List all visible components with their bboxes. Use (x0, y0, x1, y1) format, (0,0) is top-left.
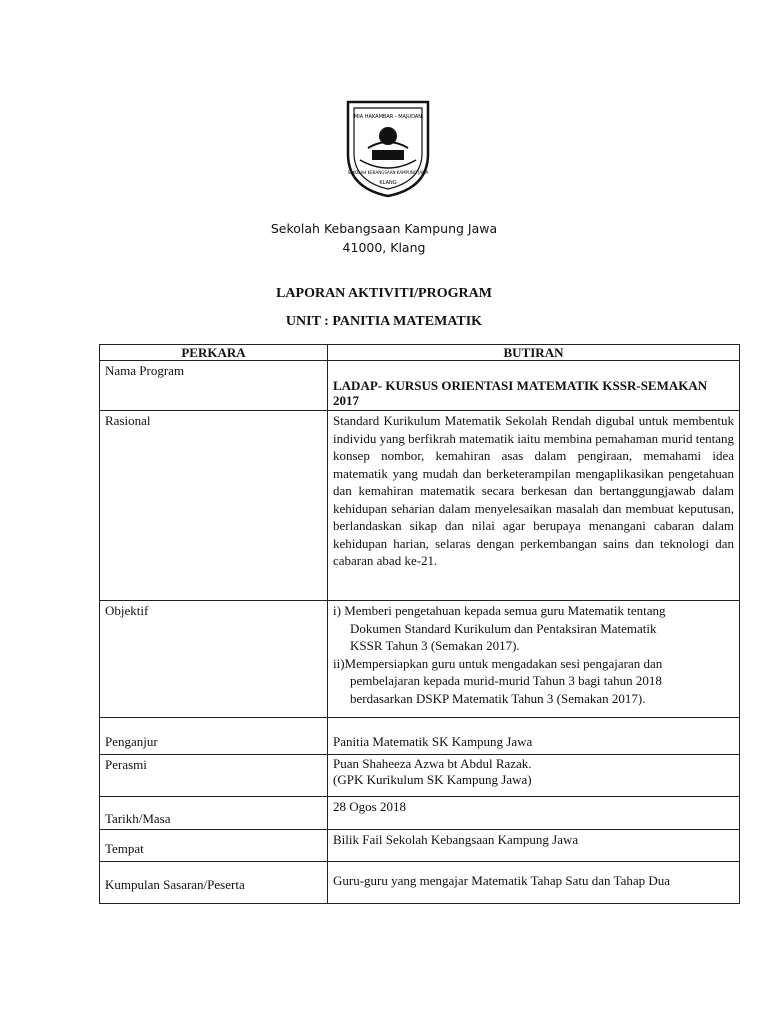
row-label-kumpulan-sasaran: Kumpulan Sasaran/Peserta (100, 862, 328, 904)
row-value-tempat: Bilik Fail Sekolah Kebangsaan Kampung Jawa (328, 830, 740, 862)
row-label-penganjur: Penganjur (100, 718, 328, 755)
svg-text:MIA HAKAMBAR - MAJUDAN: MIA HAKAMBAR - MAJUDAN (353, 114, 423, 120)
row-label-objektif: Objektif (100, 601, 328, 718)
svg-text:KLANG: KLANG (379, 180, 397, 186)
objective-line: ii)Mempersiapkan guru untuk mengadakan sesi pengajaran dan (333, 655, 663, 671)
column-header-perkara: PERKARA (100, 345, 328, 361)
table-header-row (100, 345, 740, 361)
report-title: LAPORAN AKTIVITI/PROGRAM (276, 286, 492, 301)
row-value-rasional: Standard Kurikulum Matematik Sekolah Rendah digubal untuk membentuk individu yang berfikrah matematik iaitu membina pemahaman murid tentang konsep nombor, kemahiran asas dalam pengiraan, memahami idea matematik yang mudah dan berketerampilan mengaplikasikan pengetahuan dan kemahiran matematik secara berkesan dan bertanggungjawab dalam kehidupan seharian dalam menyelesaikan masalah dan membuat keputusan, berlandaskan sikap dan nilai agar berupaya menangani cabaran dalam kehidupan harian, selaras dengan perkembangan sains dan teknologi dan cabaran abad ke-21. (328, 411, 740, 601)
table-row (100, 718, 740, 755)
report-table (99, 344, 740, 904)
table-row (100, 361, 740, 411)
objective-line: pembelajaran kepada murid-murid Tahun 3 bagi tahun 2018 (350, 673, 662, 688)
school-crest-logo (338, 96, 438, 198)
row-value-penganjur: Panitia Matematik SK Kampung Jawa (328, 718, 740, 755)
row-value-kumpulan-sasaran: Guru-guru yang mengajar Matematik Tahap Satu dan Tahap Dua (328, 862, 740, 904)
table-row (100, 755, 740, 797)
row-label-nama-program: Nama Program (100, 361, 328, 411)
row-label-tarikh-masa: Tarikh/Masa (100, 797, 328, 830)
objective-line: Dokumen Standard Kurikulum dan Pentaksiran Matematik (350, 620, 657, 636)
row-value-nama-program: LADAP- KURSUS ORIENTASI MATEMATIK KSSR-SEMAKAN 2017 (328, 361, 740, 411)
row-label-tempat: Tempat (100, 830, 328, 862)
objective-line: KSSR Tahun 3 (Semakan 2017). (350, 638, 520, 653)
perasmi-title: (GPK Kurikulum SK Kampung Jawa) (333, 772, 532, 787)
table-row (100, 411, 740, 601)
perasmi-name: Puan Shaheeza Azwa bt Abdul Razak. (333, 756, 532, 771)
table-row (100, 797, 740, 830)
school-name: Sekolah Kebangsaan Kampung Jawa (270, 221, 498, 236)
table-row (100, 601, 740, 718)
row-value-objektif (328, 601, 740, 718)
objective-line: berdasarkan DSKP Matematik Tahun 3 (Semakan 2017). (350, 690, 646, 706)
report-unit: UNIT : PANITIA MATEMATIK (285, 314, 483, 329)
row-value-tarikh-masa: 28 Ogos 2018 (328, 797, 740, 830)
row-label-perasmi: Perasmi (100, 755, 328, 797)
objective-line: i) Memberi pengetahuan kepada semua guru Matematik tentang (333, 603, 666, 618)
column-header-butiran: BUTIRAN (328, 345, 740, 361)
table-row (100, 862, 740, 904)
table-row (100, 830, 740, 862)
row-value-perasmi (328, 755, 740, 797)
svg-text:SEKOLAH KEBANGSAAN KAMPUNG JAW: SEKOLAH KEBANGSAAN KAMPUNG JAWA (347, 170, 429, 175)
row-label-rasional: Rasional (100, 411, 328, 601)
school-address: 41000, Klang (342, 240, 426, 255)
